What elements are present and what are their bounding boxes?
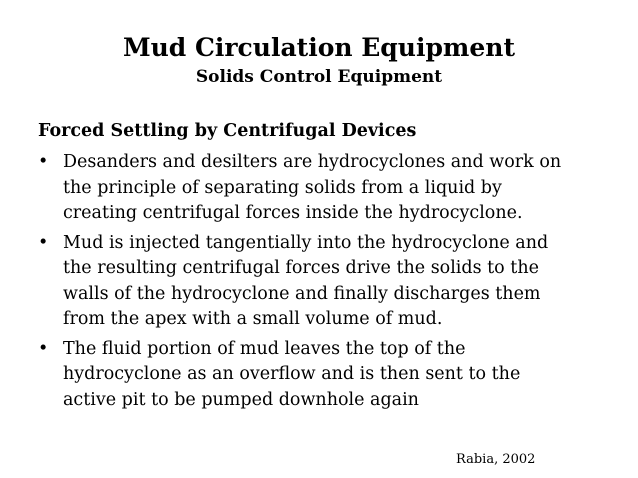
slide-title: Mud Circulation Equipment (122, 33, 516, 62)
bullet-list (38, 150, 618, 417)
bullet-line: Mud is injected tangentially into the hydrocyclone and (63, 232, 549, 253)
bullet-marker: • (38, 232, 49, 253)
bullet-line: The fluid portion of mud leaves the top of the (63, 338, 466, 359)
bullet-marker: • (38, 152, 49, 172)
bullet-text (63, 231, 548, 333)
bullet-item (38, 231, 618, 333)
section-heading: Forced Settling by Centrifugal Devices (38, 121, 417, 141)
bullet-line: from the apex with a small volume of mud. (63, 309, 443, 329)
bullet-line: the principle of separating solids from a liquid by (63, 177, 502, 198)
bullet-item (38, 150, 618, 227)
bullet-line: the resulting centrifugal forces drive the solids to the (63, 258, 539, 278)
bullet-marker: • (38, 338, 49, 359)
citation: Rabia, 2002 (456, 452, 536, 467)
bullet-line: walls of the hydrocyclone and finally discharges them (63, 283, 541, 304)
bullet-text (63, 337, 520, 414)
bullet-item (38, 337, 618, 414)
bullet-line: active pit to be pumped downhole again (63, 389, 419, 410)
bullet-line: hydrocyclone as an overflow and is then sent to the (63, 364, 521, 384)
bullet-line: Desanders and desilters are hydrocyclones and work on (63, 152, 562, 172)
bullet-text (63, 150, 561, 227)
slide-subtitle: Solids Control Equipment (195, 67, 443, 87)
bullet-line: creating centrifugal forces inside the hydrocyclone. (63, 203, 523, 223)
